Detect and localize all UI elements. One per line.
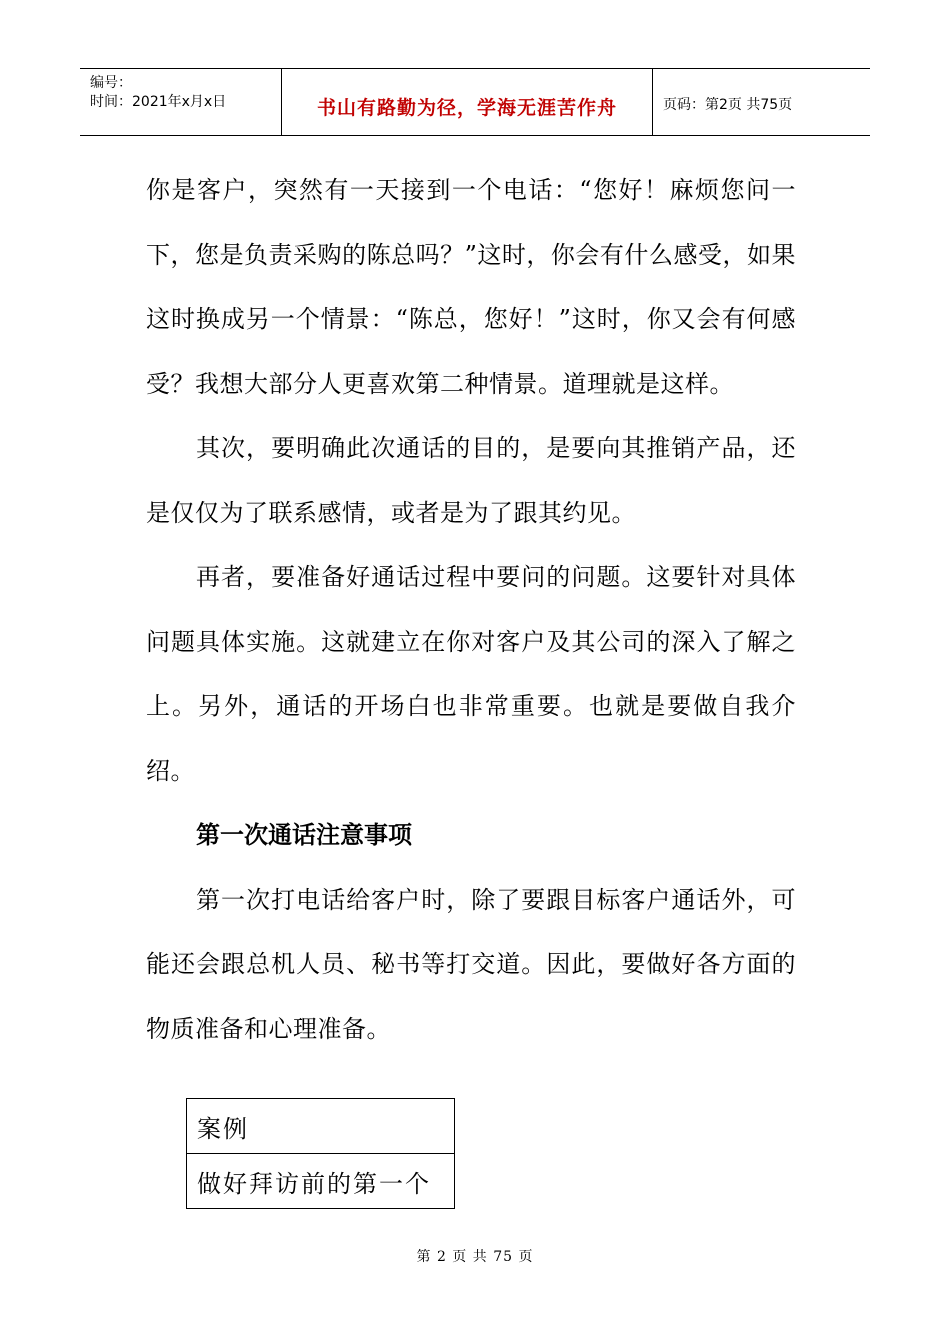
paragraph-3: 再者，要准备好通话过程中要问的问题。这要针对具体问题具体实施。这就建立在你对客户及其公司的深入了解之上。另外，通话的开场白也非常重要。也就是要做自我介绍。 [146, 563, 796, 785]
page-header [80, 68, 870, 136]
section-paragraph: 第一次打电话给客户时，除了要跟目标客户通话外，可能还会跟总机人员、秘书等打交道。因此，要做好各方面的物质准备和心理准备。 [146, 885, 796, 1043]
paragraph-1: 你是客户，突然有一天接到一个电话：“您好！麻烦您问一下，您是负责采购的陈总吗？”这时，你会有什么感受，如果这时换成另一个情景：“陈总，您好！”这时，你又会有何感受？我想大部分人更喜欢第二种情景。道理就是这样。 [146, 176, 796, 398]
header-page-number: 页码：第2页 共75页 [663, 97, 793, 113]
header-page-cell [653, 69, 870, 135]
header-info-cell [80, 69, 282, 135]
document-body [146, 158, 796, 1061]
header-motto: 书山有路勤为径，学海无涯苦作舟 [316, 97, 617, 119]
header-motto-cell [282, 69, 653, 135]
case-table [186, 1098, 455, 1209]
paragraph-2: 其次，要明确此次通话的目的，是要向其推销产品，还是仅仅为了联系感情，或者是为了跟其约见。 [146, 434, 796, 527]
document-date: 时间：2021年x月x日 [90, 94, 227, 110]
case-table-row [187, 1154, 455, 1209]
section-heading: 第一次通话注意事项 [196, 821, 412, 849]
case-table-header-cell: 案例 [187, 1099, 455, 1154]
case-table-row [187, 1099, 455, 1154]
page-footer: 第 2 页 共 75 页 [416, 1249, 534, 1265]
case-table-content-cell: 做好拜访前的第一个 [187, 1154, 455, 1209]
document-number: 编号： [90, 75, 132, 91]
